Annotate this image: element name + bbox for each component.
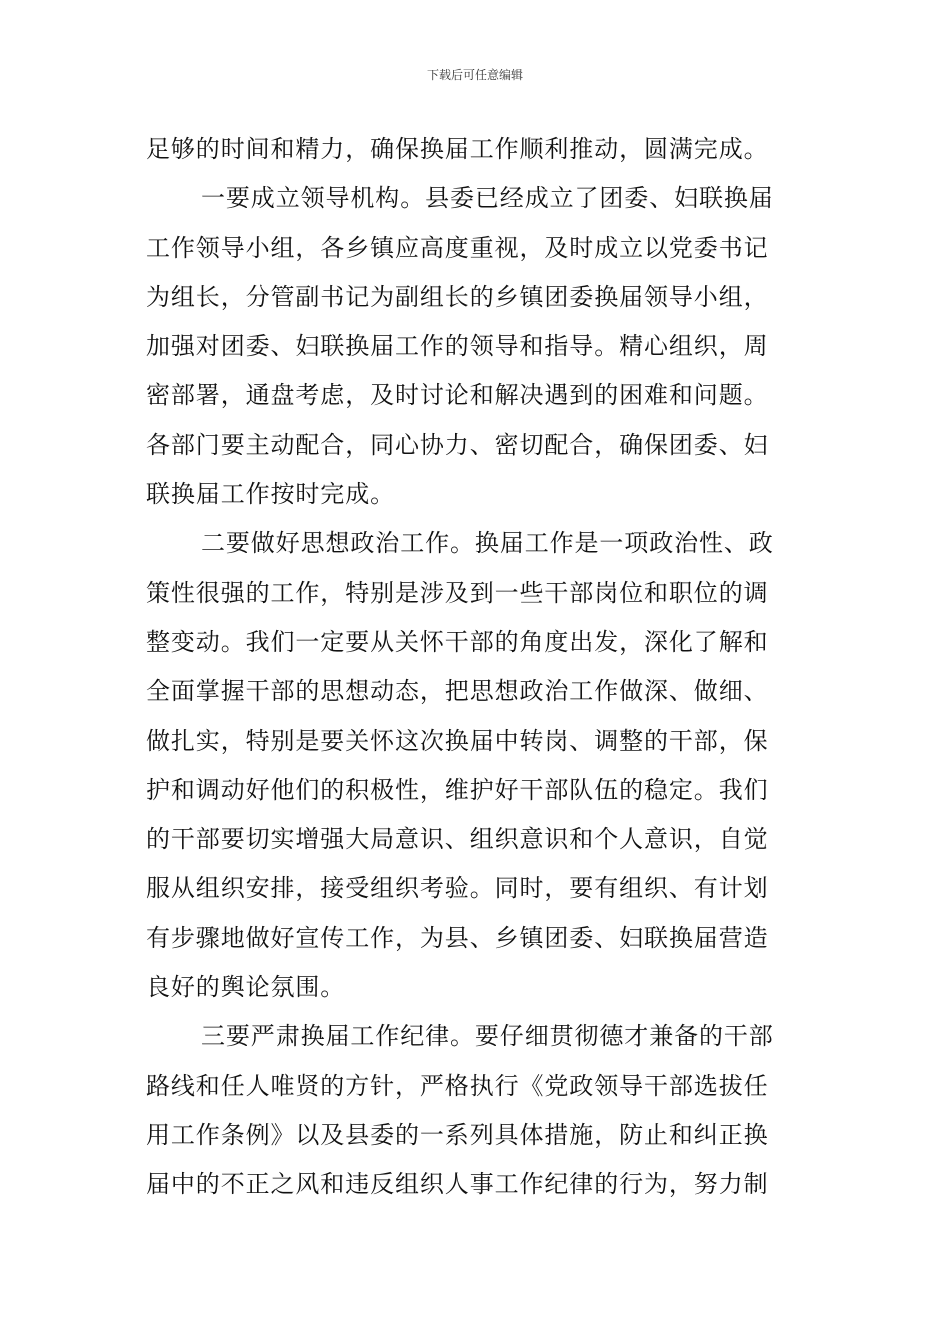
paragraph-start-line: 三要严肃换届工作纪律。要仔细贯彻德才兼备的干部 (201, 1022, 774, 1051)
text-line: 用工作条例》以及县委的一系列具体措施，防止和纠正换 (146, 1120, 769, 1149)
text-line: 做扎实，特别是要关怀这次换届中转岗、调整的干部，保 (146, 726, 769, 755)
text-line: 届中的不正之风和违反组织人事工作纪律的行为，努力制 (146, 1170, 769, 1199)
text-line: 工作领导小组，各乡镇应高度重视，及时成立以党委书记 (146, 233, 769, 262)
text-line: 的干部要切实增强大局意识、组织意识和个人意识，自觉 (146, 825, 769, 854)
text-line: 路线和任人唯贤的方针，严格执行《党政领导干部选拔任 (146, 1071, 769, 1100)
text-line: 策性很强的工作，特别是涉及到一些干部岗位和职位的调 (146, 578, 769, 607)
text-line: 服从组织安排，接受组织考验。同时，要有组织、有计划 (146, 874, 769, 903)
text-line: 为组长，分管副书记为副组长的乡镇团委换届领导小组， (146, 282, 769, 311)
document-body (146, 125, 806, 1210)
paragraph-start-line: 一要成立领导机构。县委已经成立了团委、妇联换届 (201, 184, 774, 213)
text-line: 加强对团委、妇联换届工作的领导和指导。精心组织，周 (146, 332, 769, 361)
page-header: 下载后可任意编辑 (426, 68, 523, 82)
text-line: 足够的时间和精力，确保换届工作顺利推动，圆满完成。 (146, 135, 769, 163)
text-line: 良好的舆论氛围。 (146, 973, 346, 1002)
text-line: 各部门要主动配合，同心协力、密切配合，确保团委、妇 (146, 430, 769, 459)
text-line: 整变动。我们一定要从关怀干部的角度出发，深化了解和 (146, 627, 769, 656)
text-line: 护和调动好他们的积极性，维护好干部队伍的稳定。我们 (146, 775, 769, 804)
paragraph-start-line: 二要做好思想政治工作。换届工作是一项政治性、政 (201, 529, 774, 558)
text-line: 联换届工作按时完成。 (146, 480, 395, 509)
text-line: 全面掌握干部的思想动态，把思想政治工作做深、做细、 (146, 677, 769, 706)
text-line: 有步骤地做好宣传工作，为县、乡镇团委、妇联换届营造 (146, 923, 769, 952)
text-line: 密部署，通盘考虑，及时讨论和解决遇到的困难和问题。 (146, 381, 769, 410)
